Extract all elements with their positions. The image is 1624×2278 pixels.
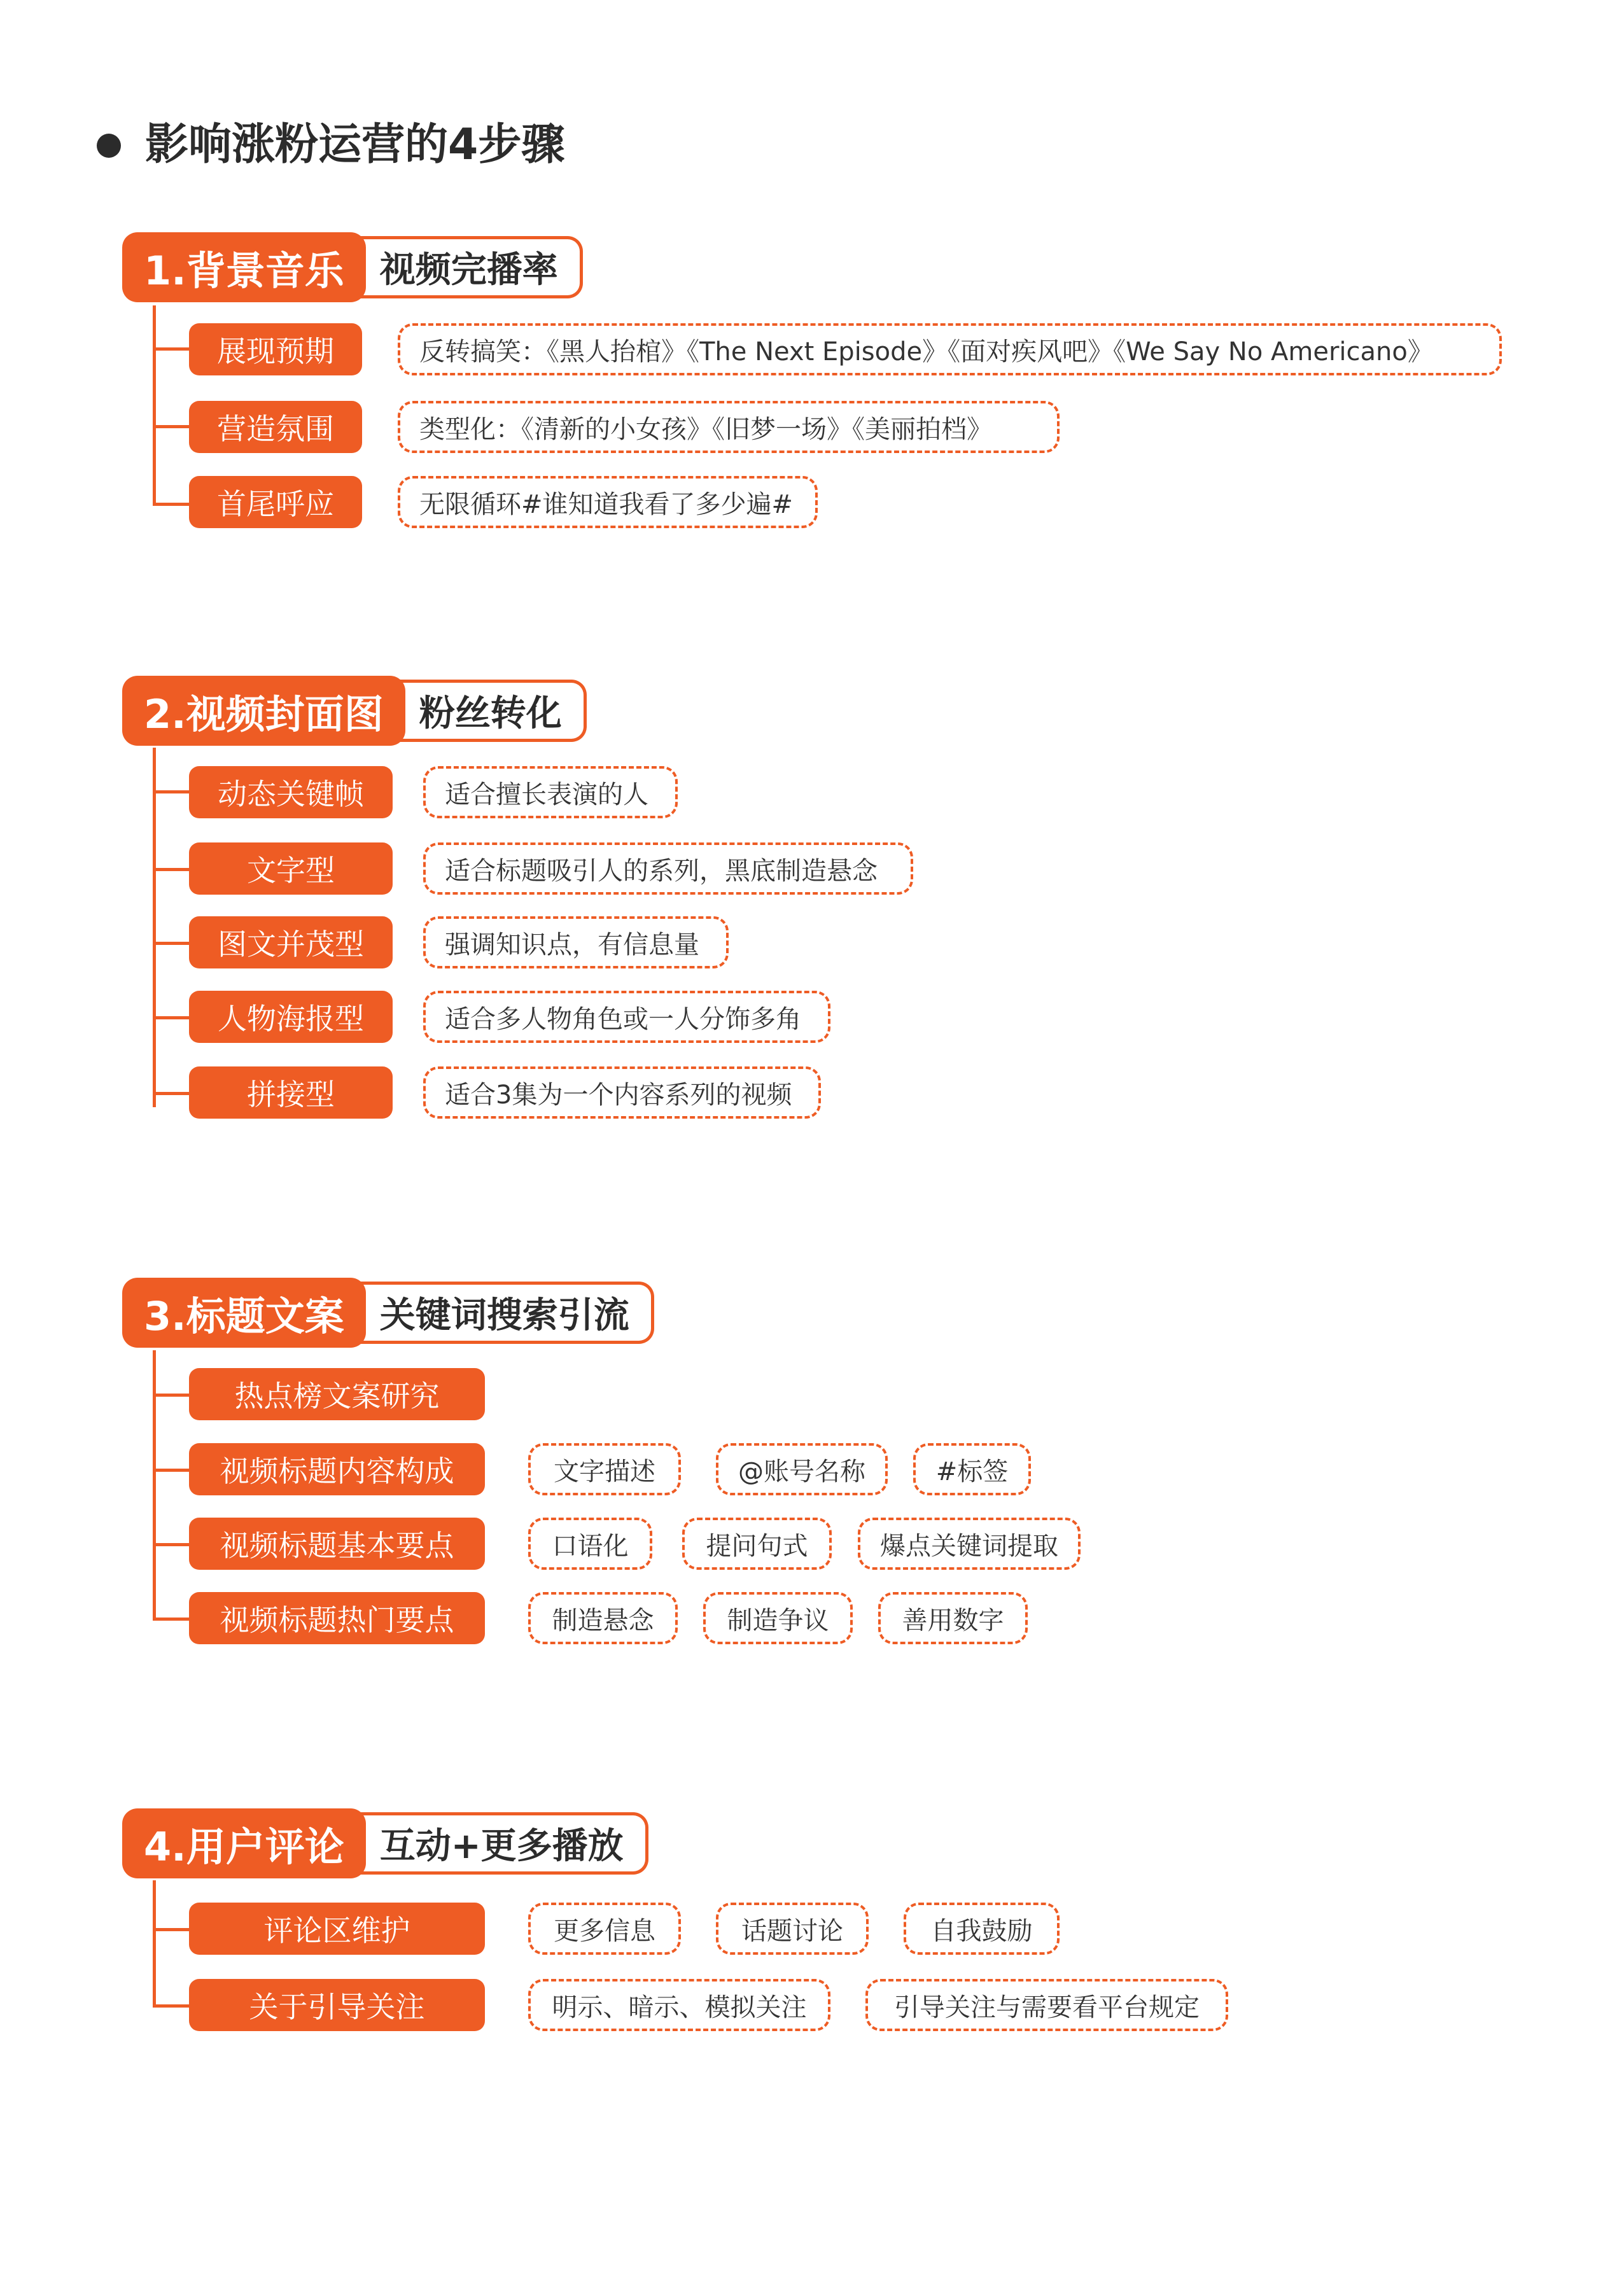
section-4-item-2-tag-1: 明示、暗示、模拟关注: [528, 1979, 830, 2031]
section-1-item-3-tag-1: 无限循环#谁知道我看了多少遍#: [398, 476, 818, 528]
section-2-item-3-tag-1: 强调知识点，有信息量: [423, 916, 729, 968]
page-title: 影响涨粉运营的4步骤: [145, 120, 565, 170]
section-2-item-1: 动态关键帧: [189, 766, 393, 818]
section-4-header: [122, 1808, 648, 1878]
section-3-header: [122, 1278, 654, 1348]
title-bullet-icon: [97, 134, 121, 158]
section-3-item-2: 视频标题内容构成: [189, 1443, 485, 1495]
section-3-item-2-tag-2: @账号名称: [716, 1443, 888, 1495]
section-1-item-2-tag-1: 类型化：《清新的小女孩》《旧梦一场》《美丽拍档》: [398, 401, 1060, 453]
section-1-item-2: 营造氛围: [189, 401, 362, 453]
section-2-item-2-tag-1: 适合标题吸引人的系列，黑底制造悬念: [423, 842, 913, 895]
section-1-connector: [153, 305, 156, 506]
section-2-item-1-tag-1: 适合擅长表演的人: [423, 766, 678, 818]
section-3-connector: [153, 1350, 156, 1621]
section-2-item-4-tag-1: 适合多人物角色或一人分饰多角: [423, 991, 830, 1043]
section-3-subtitle: 关键词搜索引流: [354, 1282, 654, 1344]
section-4-item-2-tag-2: 引导关注与需要看平台规定: [865, 1979, 1228, 2031]
section-3-title: 3.标题文案: [122, 1278, 366, 1348]
section-2-item-5: 拼接型: [189, 1066, 393, 1119]
section-4-title: 4.用户评论: [122, 1808, 366, 1878]
section-2-item-5-tag-1: 适合3集为一个内容系列的视频: [423, 1066, 821, 1119]
section-1-item-1: 展现预期: [189, 323, 362, 375]
section-3-item-4: 视频标题热门要点: [189, 1592, 485, 1644]
section-3-item-4-tag-2: 制造争议: [703, 1592, 853, 1644]
section-2-subtitle: 粉丝转化: [394, 680, 587, 742]
section-4-subtitle: 互动+更多播放: [354, 1812, 648, 1875]
section-2-connector: [153, 748, 156, 1107]
section-1-subtitle: 视频完播率: [354, 236, 583, 298]
section-4-item-1: 评论区维护: [189, 1903, 485, 1955]
section-3-item-3-tag-2: 提问句式: [682, 1518, 832, 1570]
section-3-item-3: 视频标题基本要点: [189, 1518, 485, 1570]
section-3-item-4-tag-3: 善用数字: [878, 1592, 1028, 1644]
section-3-item-3-tag-1: 口语化: [528, 1518, 652, 1570]
section-3-item-2-tag-1: 文字描述: [528, 1443, 681, 1495]
section-4-connector: [153, 1880, 156, 2008]
section-4-item-1-tag-3: 自我鼓励: [904, 1903, 1060, 1955]
section-4-item-1-tag-2: 话题讨论: [716, 1903, 869, 1955]
section-3-item-3-tag-3: 爆点关键词提取: [858, 1518, 1081, 1570]
section-2-item-2: 文字型: [189, 842, 393, 895]
section-2-item-4: 人物海报型: [189, 991, 393, 1043]
section-3-item-4-tag-1: 制造悬念: [528, 1592, 678, 1644]
section-3-item-2-tag-3: #标签: [913, 1443, 1031, 1495]
section-2-header: [122, 676, 587, 746]
section-3-item-1: 热点榜文案研究: [189, 1368, 485, 1420]
section-4-item-1-tag-1: 更多信息: [528, 1903, 681, 1955]
section-1-title: 1.背景音乐: [122, 232, 366, 302]
section-4-item-2: 关于引导关注: [189, 1979, 485, 2031]
section-1-item-1-tag-1: 反转搞笑：《黑人抬棺》《The Next Episode》《面对疾风吧》《We Say No Americano》: [398, 323, 1502, 375]
section-1-item-3: 首尾呼应: [189, 476, 362, 528]
section-2-title: 2.视频封面图: [122, 676, 405, 746]
section-1-header: [122, 232, 583, 302]
section-2-item-3: 图文并茂型: [189, 916, 393, 968]
